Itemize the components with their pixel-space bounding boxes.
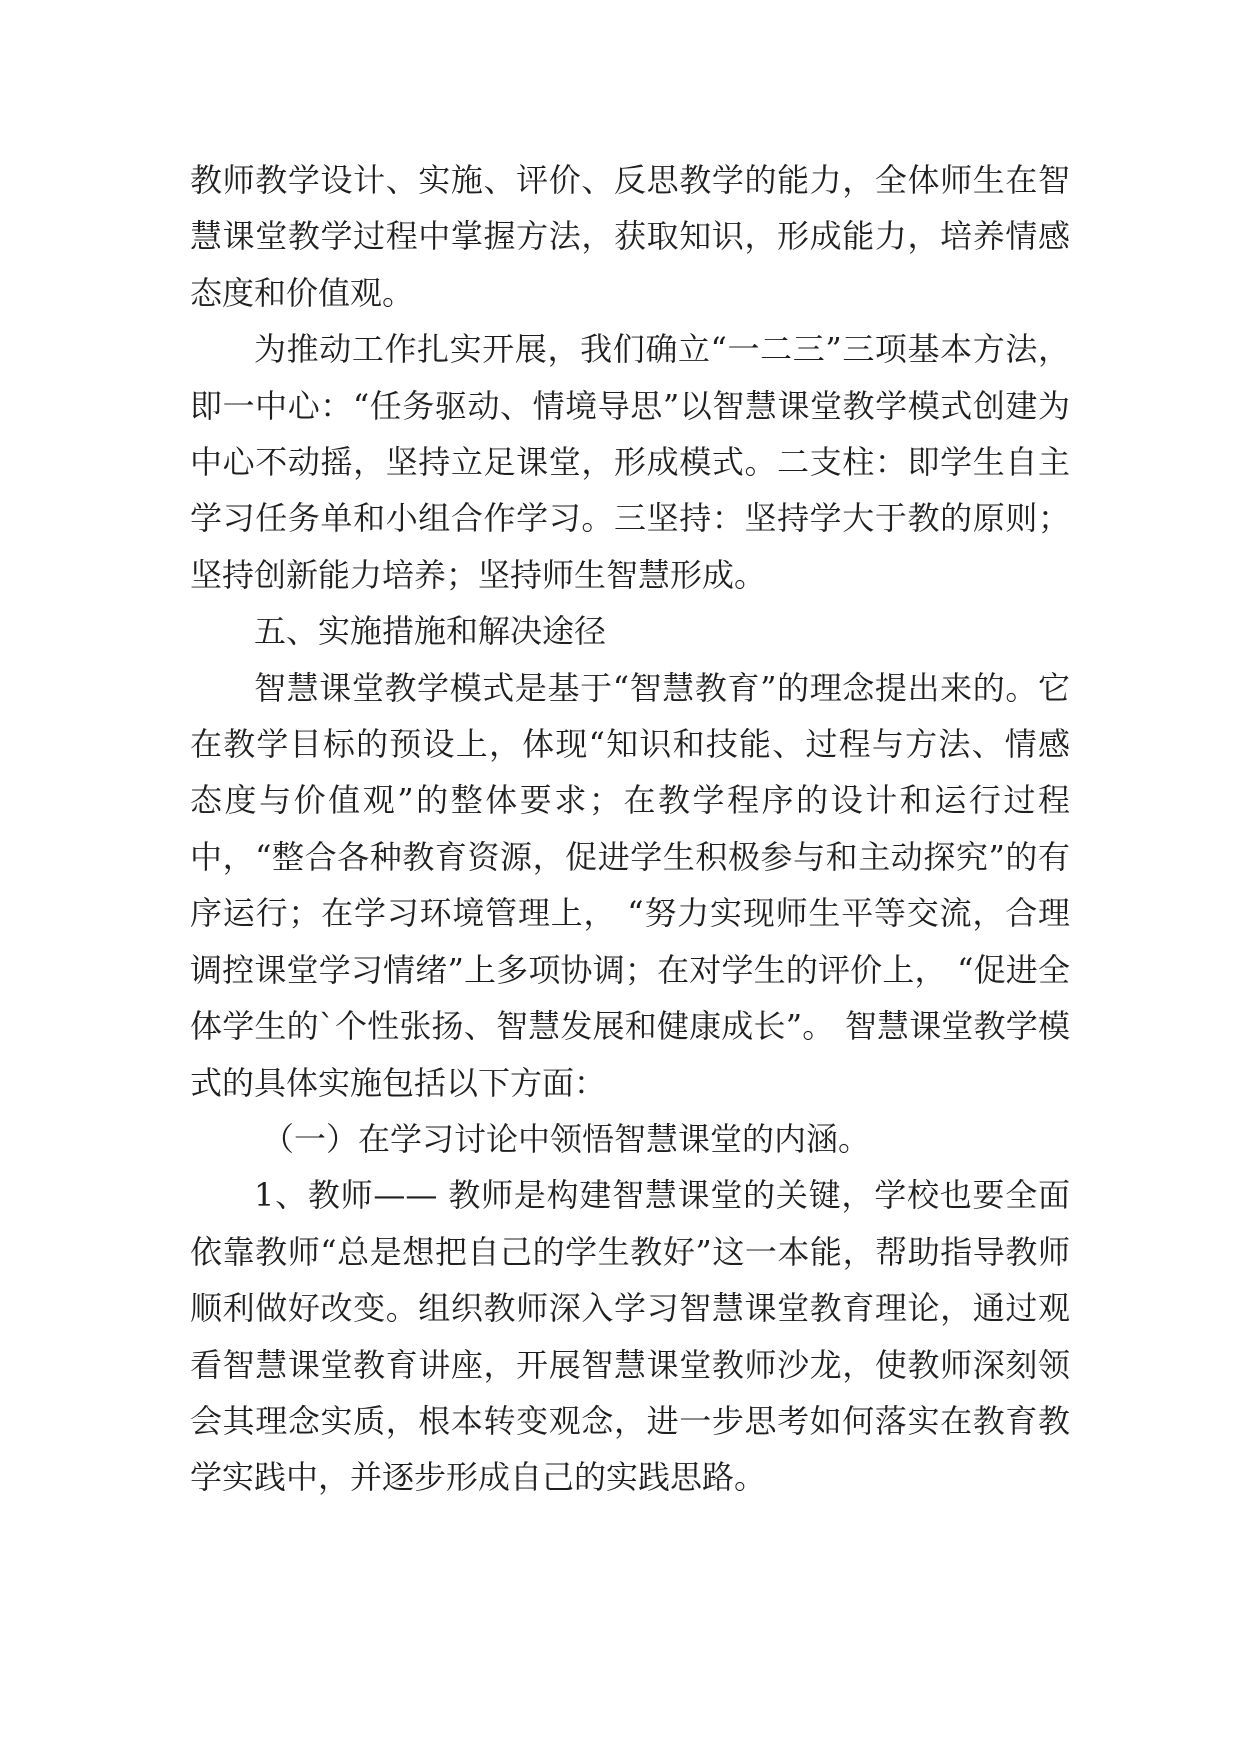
section-heading-implementation: 五、实施措施和解决途径 — [254, 612, 607, 651]
paragraph-continuation: 教师教学设计、实施、评价、反思教学的能力，全体师生在智慧课堂教学过程中掌握方法，获取知识，形成能力，培养情感态度和价值观。 — [190, 161, 1070, 312]
paragraph-teachers: 1、教师—— 教师是构建智慧课堂的关键，学校也要全面依靠教师“总是想把自己的学生教好”这一本能，帮助指导教师顺利做好改变。组织教师深入学习智慧课堂教育理论，通过观看智慧课堂教育讲座，开展智慧课堂教师沙龙，使教师深刻领会其理念实质，根本转变观念，进一步思考如何落实在教育教学实践中，并逐步形成自己的实践思路。 — [190, 1176, 1070, 1497]
paragraph-smart-classroom-model: 智慧课堂教学模式是基于“智慧教育”的理念提出来的。它在教学目标的预设上，体现“知识和技能、过程与方法、情感态度与价值观”的整体要求；在教学程序的设计和运行过程中，“整合各种教育资源，促进学生积极参与和主动探究”的有序运行；在学习环境管理上， “努力实现师生平等交流，合理调控课堂学习情绪”上多项协调；在对学生的评价上， “促进全体学生的`个性张扬、智慧发展和健康成长”。 智慧课堂教学模式的具体实施包括以下方面： — [190, 668, 1070, 1102]
document-body — [190, 152, 1070, 1506]
subsection-heading-1: （一）在学习讨论中领悟智慧课堂的内涵。 — [262, 1119, 871, 1158]
paragraph-methods: 为推动工作扎实开展，我们确立“一二三”三项基本方法，即一中心：“任务驱动、情境导思”以智慧课堂教学模式创建为中心不动摇，坚持立足课堂，形成模式。二支柱：即学生自主学习任务单和小组合作学习。三坚持：坚持学大于教的原则；坚持创新能力培养；坚持师生智慧形成。 — [190, 330, 1070, 594]
